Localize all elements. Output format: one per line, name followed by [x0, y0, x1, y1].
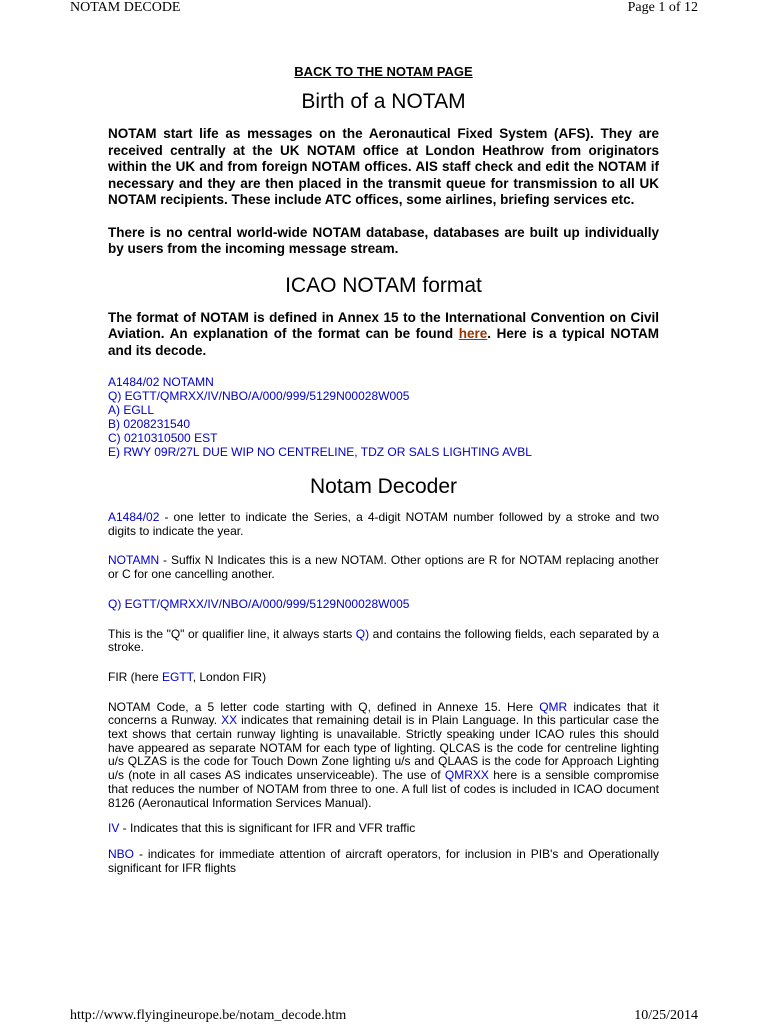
birth-paragraph-2: There is no central world-wide NOTAM database, databases are built up individually by users from the incoming message stream. — [108, 224, 659, 256]
iv-code: IV — [108, 821, 120, 836]
section-title-birth: Birth of a NOTAM — [301, 90, 466, 113]
decode-iv — [108, 822, 659, 836]
decode-fir — [108, 671, 659, 685]
page-header — [70, 0, 698, 16]
code-xx: XX — [221, 713, 238, 728]
decode-series — [108, 511, 659, 538]
back-to-notam-link[interactable]: BACK TO THE NOTAM PAGE — [294, 64, 473, 79]
header-title: NOTAM DECODE — [70, 0, 181, 15]
notam-line-q: Q) EGTT/QMRXX/IV/NBO/A/000/999/5129N00028W005 — [108, 389, 410, 403]
notam-line-e: E) RWY 09R/27L DUE WIP NO CENTRELINE, TDZ OR SALS LIGHTING AVBL — [108, 445, 532, 459]
footer-date: 10/25/2014 — [634, 1008, 698, 1023]
notamn-code: NOTAMN — [108, 553, 160, 568]
format-paragraph — [108, 310, 659, 360]
iv-text: - Indicates that this is significant for IFR and VFR traffic — [119, 821, 416, 836]
section-title-decoder: Notam Decoder — [309, 475, 458, 498]
decode-q-line: Q) EGTT/QMRXX/IV/NBO/A/000/999/5129N00028W005 — [108, 596, 410, 611]
nbo-text: - indicates for immediate attention of aircraft operators, for inclusion in PIB's and Operationally significant for IFR flights — [108, 846, 659, 875]
page-number: Page 1 of 12 — [627, 0, 698, 15]
code-text-2: indicates that it concerns a Runway. — [108, 699, 659, 728]
series-text: - one letter to indicate the Series, a 4-digit NOTAM number followed by a stroke and two digits to indicate the year. — [108, 510, 659, 538]
decode-q-explain — [108, 628, 659, 655]
format-text-after: . Here is a typical NOTAM and its decode. — [108, 326, 659, 358]
notam-line-b: B) 0208231540 — [108, 417, 191, 431]
decode-notamn — [108, 554, 659, 581]
here-link[interactable]: here — [458, 326, 488, 341]
decode-notam-code — [108, 701, 659, 811]
series-code: A1484/02 — [108, 510, 160, 524]
birth-paragraph-1: NOTAM start life as messages on the Aeronautical Fixed System (AFS). They are received centrally at the UK NOTAM office at London Heathrow from originators within the UK and from foreign NOTAM offices. AIS staff check and edit the NOTAM if necessary and they are then placed in the transmit queue for transmission to all UK NOTAM recipients. These include ATC offices, some airlines, briefing services etc. — [108, 126, 659, 207]
fir-code: EGTT — [162, 669, 193, 684]
notamn-text: - Suffix N Indicates this is a new NOTAM. Other options are R for NOTAM replacing another or C for one cancelling another. — [108, 553, 659, 582]
q-code: Q) — [355, 626, 370, 641]
code-qmrxx: QMRXX — [444, 768, 489, 783]
footer-url: http://www.flyingineurope.be/notam_decode.htm — [70, 1008, 347, 1023]
code-text-1: NOTAM Code, a 5 letter code starting with Q, defined in Annexe 15. Here — [108, 699, 540, 714]
decode-nbo — [108, 848, 659, 875]
notam-line-a: A) EGLL — [108, 403, 155, 417]
fir-after: , London FIR) — [192, 669, 267, 684]
notam-line-c: C) 0210310500 EST — [108, 431, 218, 445]
q-explain-after: and contains the following fields, each separated by a stroke. — [108, 626, 660, 655]
q-explain-before: This is the "Q" or qualifier line, it always starts — [108, 626, 356, 641]
page-footer — [70, 1008, 698, 1024]
nbo-code: NBO — [108, 846, 135, 861]
code-text-3: indicates that remaining detail is in Plain Language. In this particular case the text shows that certain runway lighting is unavailable. Strictly speaking under ICAO rules this should have appeared as separate NOTAM for each type of lighting. QLCAS is the code for centreline lighting u/s QLZAS is the code for Touch Down Zone lighting u/s and QLAAS is the code for Approach Lighting u/s (note in all cases AS indicates unserviceable). The use of — [108, 713, 660, 783]
fir-before: FIR (here — [108, 669, 163, 684]
code-text-4: here is a sensible compromise that reduces the number of NOTAM from three to one. A full list of codes is included in ICAO document 8126 (Aeronautical Information Services Manual). — [108, 768, 659, 810]
code-qmr: QMR — [539, 699, 568, 714]
example-notam — [108, 375, 659, 459]
section-title-format: ICAO NOTAM format — [285, 273, 482, 297]
notam-line-series: A1484/02 NOTAMN — [108, 375, 214, 389]
format-text-before: The format of NOTAM is defined in Annex 15 to the International Convention on Civil Aviation. An explanation of the format can be found — [108, 309, 659, 341]
document-body — [108, 64, 659, 891]
